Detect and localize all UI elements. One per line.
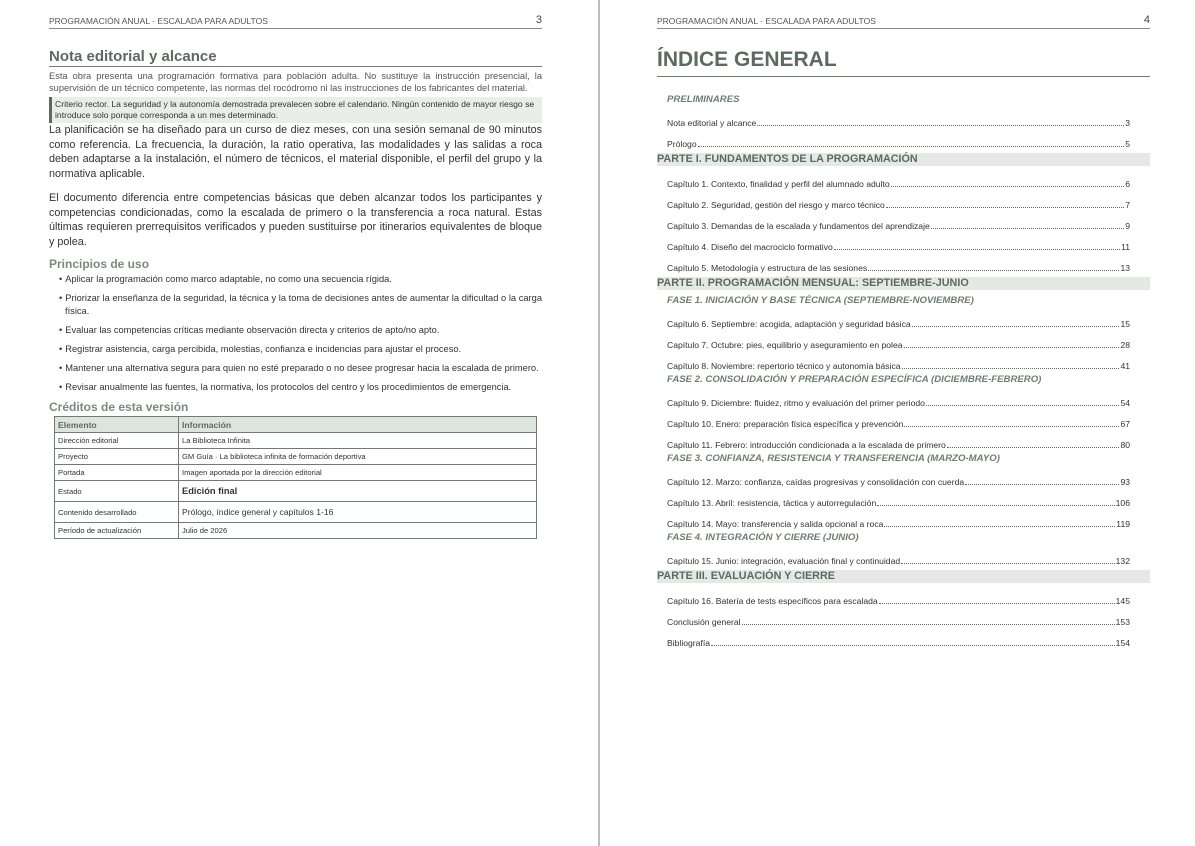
toc-entry[interactable]	[657, 546, 1150, 567]
toc-entry-page: 67	[1120, 419, 1130, 429]
toc-entry[interactable]	[657, 108, 1150, 129]
left-content	[49, 48, 542, 539]
page-number: 4	[1143, 14, 1150, 26]
toc-entry-title: Capítulo 6. Septiembre: acogida, adaptación y seguridad básica	[667, 319, 911, 329]
toc-leader-dots	[965, 483, 1119, 485]
table-header-cell: Elemento	[55, 417, 179, 433]
table-cell: Contenido desarrollado	[55, 502, 179, 523]
section-title: Nota editorial y alcance	[49, 48, 542, 67]
toc-entry-title: Capítulo 2. Seguridad, gestión del riesgo y marco técnico	[667, 200, 885, 210]
toc-entry-title: Capítulo 12. Marzo: confianza, caídas progresivas y consolidación con cuerda	[667, 477, 965, 487]
toc-entry-page: 28	[1120, 340, 1130, 350]
toc-leader-dots	[912, 325, 1120, 327]
table-cell: Portada	[55, 465, 179, 481]
toc-entry-title: Capítulo 7. Octubre: pies, equilibrio y aseguramiento en polea	[667, 340, 903, 350]
table-header-row	[55, 417, 537, 433]
toc-entry[interactable]	[657, 607, 1150, 628]
toc-entry-title: Bibliografía	[667, 638, 710, 648]
body-paragraph-2: El documento diferencia entre competencias básicas que deben alcanzar todos los participantes y competencias condicionadas, como la escalada de primero o la transferencia a roca natural. Estas últimas requieren prerrequisitos verificados y pueden sustituirse por itinerarios equivalentes de bloque y polea.	[49, 192, 542, 248]
table-cell: Edición final	[179, 481, 537, 502]
toc-group	[657, 388, 1150, 451]
toc-part-heading: PARTE I. FUNDAMENTOS DE LA PROGRAMACIÓN	[657, 153, 1150, 166]
toc-entry-title: Capítulo 15. Junio: integración, evaluación final y continuidad	[667, 556, 901, 566]
toc-entry-page: 132	[1115, 556, 1130, 566]
toc-entry-title: Capítulo 10. Enero: preparación física específica y prevención	[667, 419, 904, 429]
toc-entry[interactable]	[657, 351, 1150, 372]
table-cell: Proyecto	[55, 449, 179, 465]
table-cell: La Biblioteca Infinita	[179, 433, 537, 449]
toc-phase-heading: FASE 3. CONFIANZA, RESISTENCIA Y TRANSFERENCIA (MARZO-MAYO)	[667, 453, 1000, 464]
toc-entry[interactable]	[657, 330, 1150, 351]
toc-entry-title: Capítulo 8. Noviembre: repertorio técnico y autonomía básica	[667, 361, 901, 371]
credits-heading: Créditos de esta versión	[49, 400, 189, 414]
toc-leader-dots	[902, 367, 1120, 369]
toc-entry-page: 154	[1115, 638, 1130, 648]
toc-entry-page: 145	[1115, 596, 1130, 606]
table-row	[55, 465, 537, 481]
toc-entry-title: Capítulo 16. Batería de tests específicos para escalada	[667, 596, 878, 606]
toc-entry[interactable]	[657, 628, 1150, 649]
table-header-cell: Información	[179, 417, 537, 433]
toc-entry-title: Prólogo	[667, 139, 697, 149]
running-title: PROGRAMACIÓN ANUAL · ESCALADA PARA ADULTOS	[49, 16, 268, 26]
toc-leader-dots	[886, 206, 1124, 208]
running-title: PROGRAMACIÓN ANUAL · ESCALADA PARA ADULTOS	[657, 16, 876, 26]
principles-heading: Principios de uso	[49, 257, 150, 271]
table-cell: Período de actualización	[55, 523, 179, 539]
toc-entry-title: Capítulo 9. Diciembre: fluidez, ritmo y evaluación del primer periodo	[667, 398, 925, 408]
toc-entry-page: 9	[1125, 221, 1130, 231]
toc-leader-dots	[901, 562, 1115, 564]
list-item: • Aplicar la programación como marco adaptable, no como una secuencia rígida.	[57, 273, 542, 286]
toc-group	[657, 546, 1150, 567]
toc-leader-dots	[884, 525, 1115, 527]
toc-entry-page: 106	[1115, 498, 1130, 508]
table-row	[55, 433, 537, 449]
toc-group	[657, 309, 1150, 372]
page-number: 3	[535, 14, 542, 26]
toc-entry-page: 6	[1125, 179, 1130, 189]
table-row	[55, 523, 537, 539]
toc-leader-dots	[757, 124, 1124, 126]
list-item: • Revisar anualmente las fuentes, la normativa, los protocolos del centro y los procedimientos de emergencia.	[57, 381, 542, 394]
toc-leader-dots	[742, 623, 1115, 625]
toc-entry-page: 41	[1120, 361, 1130, 371]
toc-group	[657, 108, 1150, 150]
toc-entry[interactable]	[657, 388, 1150, 409]
toc-leader-dots	[834, 248, 1120, 250]
table-row	[55, 449, 537, 465]
callout-text: La seguridad y la autonomía demostrada prevalecen sobre el calendario. Ningún contenido de mayor riesgo se introduce solo porque corresponda a un mes determinado.	[55, 99, 535, 120]
table-row	[55, 502, 537, 523]
table-cell: GM Guía · La biblioteca infinita de formación deportiva	[179, 449, 537, 465]
toc-leader-dots	[879, 602, 1115, 604]
toc-entry[interactable]	[657, 253, 1150, 274]
toc-leader-dots	[926, 404, 1120, 406]
table-cell: Estado	[55, 481, 179, 502]
toc-leader-dots	[931, 227, 1124, 229]
toc-entry-page: 13	[1120, 263, 1130, 273]
right-page	[600, 0, 1195, 846]
table-row	[55, 481, 537, 502]
toc-title: ÍNDICE GENERAL	[657, 48, 1150, 77]
toc-entry-page: 5	[1125, 139, 1130, 149]
intro-paragraph: Esta obra presenta una programación formativa para población adulta. No sustituye la instrucción presencial, la supervisión de un técnico competente, las normas del rocódromo ni las instrucciones de los fabricantes del material.	[49, 71, 542, 93]
toc-entry[interactable]	[657, 488, 1150, 509]
left-running-header	[49, 12, 542, 29]
table-cell: Dirección editorial	[55, 433, 179, 449]
callout-box	[49, 97, 542, 123]
table-of-contents	[657, 92, 1150, 649]
toc-entry-title: Capítulo 14. Mayo: transferencia y salida opcional a roca	[667, 519, 884, 529]
toc-entry[interactable]	[657, 586, 1150, 607]
toc-entry-page: 153	[1115, 617, 1130, 627]
toc-entry[interactable]	[657, 169, 1150, 190]
toc-leader-dots	[877, 504, 1114, 506]
toc-group	[657, 169, 1150, 274]
toc-entry-page: 54	[1120, 398, 1130, 408]
toc-entry-page: 3	[1125, 118, 1130, 128]
toc-part-heading: PARTE II. PROGRAMACIÓN MENSUAL: SEPTIEMBRE-JUNIO	[657, 277, 1150, 290]
toc-entry[interactable]	[657, 509, 1150, 530]
toc-entry-page: 80	[1120, 440, 1130, 450]
toc-entry[interactable]	[657, 309, 1150, 330]
toc-entry[interactable]	[657, 232, 1150, 253]
body-paragraph-1: La planificación se ha diseñado para un curso de diez meses, con una sesión semanal de 90 minutos como referencia. La frecuencia, la duración, la ratio operativa, las modalidades y las salidas a roca deben adaptarse a la instalación, el número de técnicos, el material disponible, el perfil del grupo y la normativa aplicable.	[49, 124, 542, 180]
toc-entry-page: 119	[1116, 519, 1130, 529]
principles-list	[49, 273, 542, 394]
toc-leader-dots	[698, 145, 1125, 147]
callout-label: Criterio rector.	[55, 99, 109, 109]
toc-entry-title: Capítulo 11. Febrero: introducción condicionada a la escalada de primero	[667, 440, 946, 450]
toc-entry-page: 11	[1121, 242, 1130, 252]
toc-group	[657, 586, 1150, 649]
list-item: • Registrar asistencia, carga percibida, molestias, confianza e incidencias para ajustar el proceso.	[57, 343, 542, 356]
toc-leader-dots	[711, 644, 1115, 646]
toc-entry[interactable]	[657, 409, 1150, 430]
table-cell: Julio de 2026	[179, 523, 537, 539]
toc-leader-dots	[891, 185, 1125, 187]
list-item: • Priorizar la enseñanza de la seguridad, la técnica y la toma de decisiones antes de aumentar la dificultad o la carga física.	[57, 292, 542, 318]
toc-leader-dots	[868, 269, 1119, 271]
toc-entry-title: Conclusión general	[667, 617, 741, 627]
toc-entry-page: 7	[1125, 200, 1130, 210]
toc-leader-dots	[904, 346, 1120, 348]
toc-entry-title: Capítulo 4. Diseño del macrociclo formativo	[667, 242, 833, 252]
toc-entry-page: 15	[1120, 319, 1130, 329]
credits-table	[54, 416, 537, 539]
toc-leader-dots	[947, 446, 1120, 448]
toc-entry[interactable]	[657, 129, 1150, 150]
list-item: • Mantener una alternativa segura para quien no esté preparado o no desee progresar hacia la escalada de primero.	[57, 362, 542, 375]
toc-entry[interactable]	[657, 211, 1150, 232]
toc-group-heading: PRELIMINARES	[667, 94, 740, 105]
toc-phase-heading: FASE 1. INICIACIÓN Y BASE TÉCNICA (SEPTIEMBRE-NOVIEMBRE)	[667, 295, 974, 306]
table-cell: Prólogo, índice general y capítulos 1-16	[179, 502, 537, 523]
toc-entry[interactable]	[657, 430, 1150, 451]
toc-entry-title: Capítulo 3. Demandas de la escalada y fundamentos del aprendizaje	[667, 221, 930, 231]
toc-entry-title: Capítulo 5. Metodología y estructura de las sesiones	[667, 263, 868, 273]
table-cell: Imagen aportada por la dirección editorial	[179, 465, 537, 481]
toc-leader-dots	[904, 425, 1119, 427]
toc-entry-title: Nota editorial y alcance	[667, 118, 757, 128]
toc-group	[657, 467, 1150, 530]
toc-phase-heading: FASE 2. CONSOLIDACIÓN Y PREPARACIÓN ESPECÍFICA (DICIEMBRE-FEBRERO)	[667, 374, 1042, 385]
toc-part-heading: PARTE III. EVALUACIÓN Y CIERRE	[657, 570, 1150, 583]
list-item: • Evaluar las competencias críticas mediante observación directa y criterios de apto/no apto.	[57, 324, 542, 337]
right-running-header	[657, 12, 1150, 29]
toc-entry[interactable]	[657, 190, 1150, 211]
toc-entry-title: Capítulo 1. Contexto, finalidad y perfil del alumnado adulto	[667, 179, 890, 189]
toc-entry[interactable]	[657, 467, 1150, 488]
toc-entry-title: Capítulo 13. Abril: resistencia, táctica y autorregulación	[667, 498, 877, 508]
toc-phase-heading: FASE 4. INTEGRACIÓN Y CIERRE (JUNIO)	[667, 532, 859, 543]
toc-entry-page: 93	[1120, 477, 1130, 487]
